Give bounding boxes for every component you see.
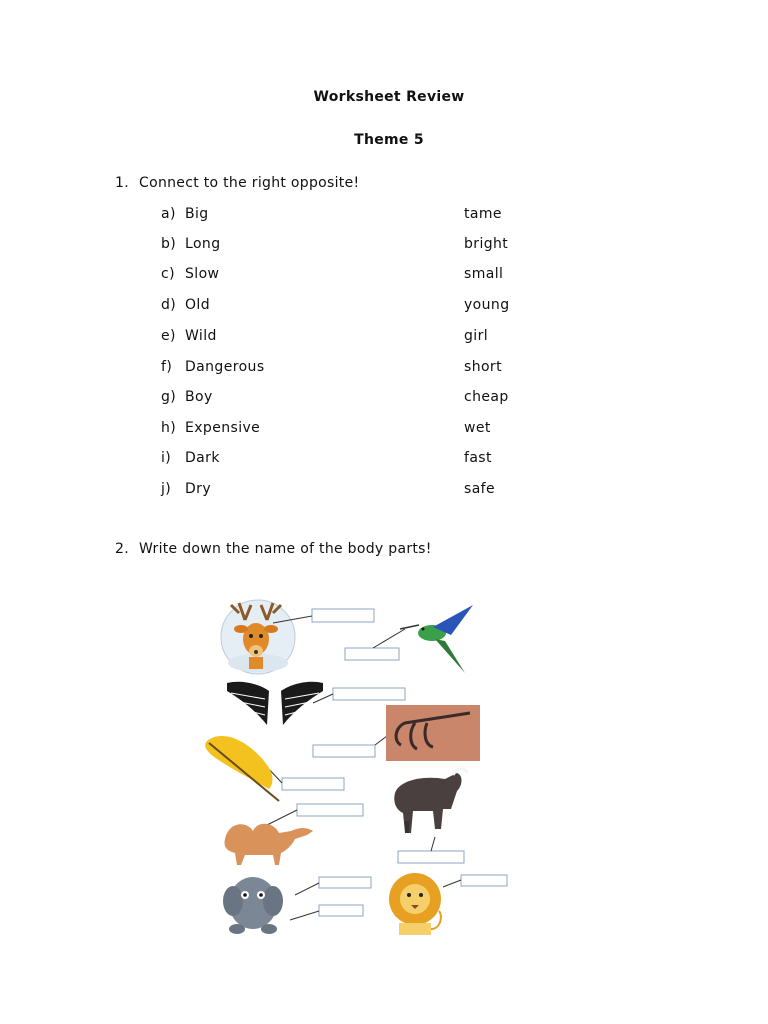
item-word: Dangerous <box>185 359 265 375</box>
answer-box-claw[interactable] <box>313 745 375 757</box>
item-word: Old <box>185 297 210 313</box>
item-letter: g) <box>161 389 177 405</box>
item-letter: i) <box>161 450 172 466</box>
left-item-i <box>161 450 220 466</box>
elephant-image <box>223 877 283 934</box>
yak-image <box>394 769 467 833</box>
question-2-number: 2. <box>115 541 129 557</box>
item-letter: e) <box>161 328 176 344</box>
item-word: Long <box>185 236 221 252</box>
hummingbird-image <box>400 605 473 673</box>
answer-box-mane[interactable] <box>461 875 507 886</box>
body-parts-figure <box>195 595 515 950</box>
body-parts-illustration <box>195 595 515 950</box>
left-item-f <box>161 359 265 375</box>
item-word: Slow <box>185 266 220 282</box>
claw-image <box>386 705 480 761</box>
answer-box-ear[interactable] <box>319 877 371 888</box>
question-2 <box>115 541 432 557</box>
page-title: Worksheet Review <box>313 89 465 105</box>
wings-image <box>227 682 323 725</box>
deer-image <box>221 600 295 674</box>
item-word: Expensive <box>185 420 261 436</box>
right-item: safe <box>464 481 496 497</box>
answer-boxes <box>282 609 507 916</box>
page-subtitle: Theme 5 <box>354 132 424 148</box>
answer-box-horns[interactable] <box>398 851 464 863</box>
question-1-text: Connect to the right opposite! <box>139 175 360 191</box>
item-letter: d) <box>161 297 177 313</box>
right-item: tame <box>464 206 502 222</box>
pointer-lines <box>265 616 461 920</box>
item-letter: a) <box>161 206 176 222</box>
left-item-j <box>161 481 211 497</box>
item-word: Dry <box>185 481 212 497</box>
item-letter: c) <box>161 266 175 282</box>
item-letter: b) <box>161 236 177 252</box>
right-item: short <box>464 359 502 375</box>
item-letter: j) <box>161 481 172 497</box>
right-item: young <box>464 297 510 313</box>
answer-box-beak[interactable] <box>345 648 399 660</box>
question-2-text: Write down the name of the body parts! <box>139 541 432 557</box>
question-1 <box>115 175 359 191</box>
right-item: bright <box>464 236 509 252</box>
answer-box-hump[interactable] <box>297 804 363 816</box>
left-item-h <box>161 420 260 436</box>
answer-box-wings[interactable] <box>333 688 405 700</box>
right-item: cheap <box>464 389 509 405</box>
item-word: Dark <box>185 450 220 466</box>
lion-image <box>389 873 441 935</box>
item-word: Boy <box>185 389 213 405</box>
item-word: Wild <box>185 328 217 344</box>
left-item-e <box>161 328 217 344</box>
right-item: small <box>464 266 504 282</box>
left-item-d <box>161 297 210 313</box>
question-1-number: 1. <box>115 175 129 191</box>
answer-box-trunk[interactable] <box>319 905 363 916</box>
answer-box-feather[interactable] <box>282 778 344 790</box>
left-item-c <box>161 266 219 282</box>
right-item: girl <box>464 328 489 344</box>
left-item-a <box>161 206 209 222</box>
left-item-g <box>161 389 213 405</box>
item-letter: h) <box>161 420 177 436</box>
right-item: fast <box>464 450 492 466</box>
item-letter: f) <box>161 359 173 375</box>
right-item: wet <box>464 420 491 436</box>
camel-image <box>224 824 313 865</box>
feather-image <box>205 736 279 801</box>
item-word: Big <box>185 206 209 222</box>
answer-box-antlers[interactable] <box>312 609 374 622</box>
left-item-b <box>161 236 220 252</box>
